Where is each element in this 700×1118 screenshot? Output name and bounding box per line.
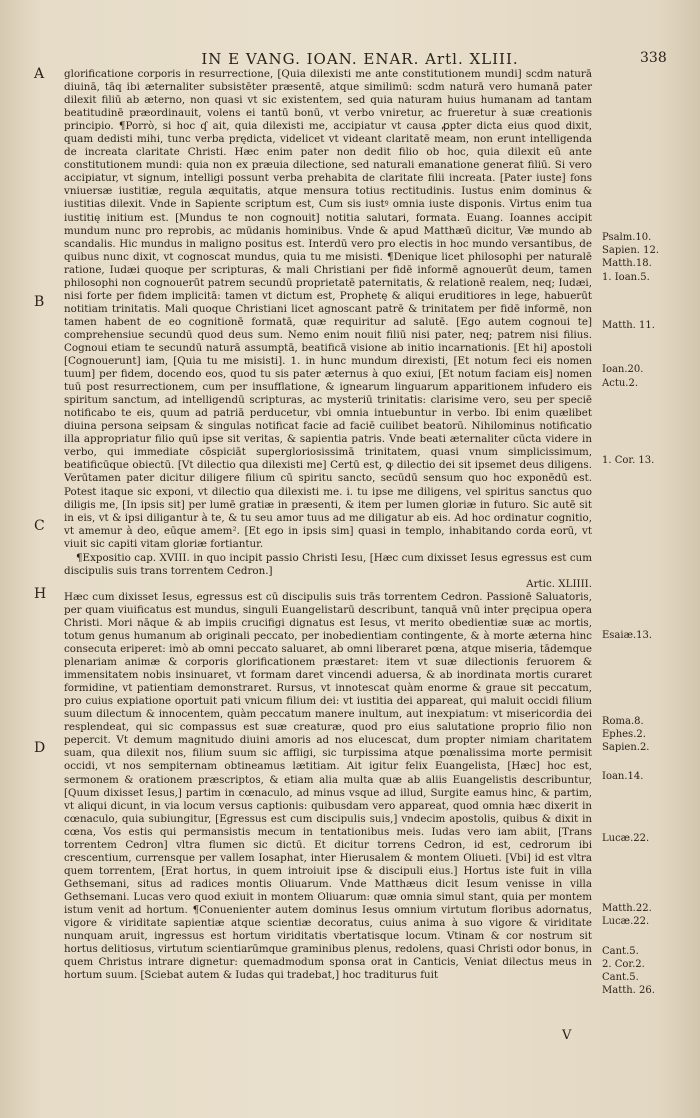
margin-letter: H (34, 586, 47, 602)
margin-reference: Esaiæ.13. (602, 630, 653, 641)
margin-reference: Lucæ.22. (602, 833, 650, 844)
margin-reference: Sapien. 12. (602, 245, 660, 256)
margin-letter: B (34, 294, 45, 310)
margin-reference: Cant.5. (602, 972, 639, 983)
margin-reference: Matth.18. (602, 258, 652, 269)
margin-reference: Ioan.20. (602, 364, 644, 375)
margin-reference: Matth. 26. (602, 985, 655, 996)
margin-letter: A (34, 66, 45, 82)
margin-reference: Lucæ.22. (602, 916, 650, 927)
margin-reference: Psalm.10. (602, 232, 652, 243)
margin-reference: Matth. 11. (602, 320, 655, 331)
margin-reference: 2. Cor.2. (602, 959, 645, 970)
article-number: Artic. XLIIII. (526, 577, 592, 590)
catchword: V (562, 1028, 572, 1043)
commentary-paragraph: glorificatione corporis in resurrectione, [Quia dilexisti me ante constitutionem mundi] scdm naturā diuinā, tāq ibi æternaliter subsistēter præsentē, atque similimū: scdm naturā vero humanā pater dilexit filiū ab æterno, non quasi vt sic existentem, sed quia naturam huius humanam ad tantam beatitudinē præordinauit, volens ei tantū bonū, vt verbo vniretur, ac frueretur à suæ creationis principio. ¶Porrò, si hoc ʠ ait, quia dilexisti me, accipiatur vt causa ꝓpter dicta eius quod dixit, quam dedisti mihi, tunc verba prędicta, videlicet vt videant claritatē meam, non erunt intelligenda de increata claritate Christi. Hæc enim pater non dedit filio ob hoc, quia dilexit eū ante constitutionem mundi: quia non ex præuia dilectione, sed naturali emanatione generat filiū. Si vero accipiatur, vt signum, intelligi possunt verba prehabita de claritate filii increata. [Pater iuste] fons vniuersæ iustitiæ, regula æquitatis, atque mensura totius rectitudinis. Iustus enim dominus & iustitias dilexit. Vnde in Sapiente scriptum est, Cum sis iustꝰ omnia iuste disponis. Virtus enim tua iustitię initium est. [Mundus te non cognouit] notitia salutari, formata. Euang. Ioannes accipit mundum nunc pro reprobis, ac mūdanis hominibus. Vnde & apud Matthæū dicitur, Væ mundo ab scandalis. Hic mundus in maligno positus est. Interdū vero pro electis in hoc mundo versantibus, de quibus nunc dixit, vt cognoscat mundus, quia tu me misisti. ¶Denique licet philosophi per naturalē ratione, Iudæi quoque per scripturas, & mali Christiani per fidē informē agnouerūt deum, tamen philosophi non cognouerūt patrem secundū proprietatē paternitatis, & relationē realem, neq; Iudæi, nisi forte per fidem implicitā: tamen vt dictum est, Prophetę & aliqui eruditiores in lege, habuerūt notitiam trinitatis. Mali quoque Christiani licet agnoscant patrē & trinitatem per fidē informē, non tamen habent de eo cognitionē formatā, quæ requiritur ad salutē. [Ego autem cognoui te] comprehensiue secundū quod deus sum. Nemo enim nouit filiū nisi pater, neq; patrem nisi filius. Cognoui etiam te secundū naturā assumptā, beatificā visione ab initio incarnationis. [Et hi] apostoli [Cognouerunt] iam, [Quia tu me misisti]. 1. in hunc mundum direxisti, [Et notum feci eis nomen tuum] per fidem, docendo eos, quod tu sis pater æternus à quo exiui, [Et notum faciam eis] nomen tuū post resurrectionem, cum per insufflatione, & ignearum linguarum apparitionem infudero eis spiritum sanctum, ad intelligendū scripturas, ac mysteriū trinitatis: clarisime vero, seu per speciē notificabo te eis, quum ad patriā perducetur, vbi omnia intuebuntur in verbo. Ibi enim quælibet diuina persona seipsam & singulas notificat facie ad faciē cuilibet beatorū. Nihilominus notificatio illa appropriatur filio quū ipse sit veritas, & sapientia patris. Vnde beati æternaliter cūcta videre in verbo, qui immediate cōspiciāt supergloriosissimā trinitatem, quasi vnum simplicissimum, beatificūque obiectū. [Vt dilectio qua dilexisti me] Certū est, ꝙ dilectio dei sit ipsemet deus diligens. Verūtamen pater dicitur diligere filium cū spiritu sancto, secūdū sensum quo hoc exponēdū est. Potest itaque sic exponi, vt dilectio qua dilexisti me. i. tu ipse me diligens, vel spiritus sanctus quo diligis me, [In ipsis sit] per lumē gratiæ in præsenti, & item per lumen gloriæ in futuro. Sic autē sit in eis, vt & ipsi diligantur à te, & tu seu amor tuus ad me diligatur ab eis. Ad hoc ordinatur cognitio, vt amemur à deo, eūque amem². [Et ego in ipsis sim] quasi in templo, inhabitando corda eorū, vt viuit sic capiti vitam gloriæ fortiantur. (64, 68, 592, 550)
margin-reference: Ephes.2. (602, 729, 646, 740)
margin-reference: 1. Cor. 13. (602, 455, 655, 466)
margin-reference: Cant.5. (602, 946, 639, 957)
margin-letter: C (34, 518, 45, 534)
commentary-paragraph: Hæc cum dixisset Iesus, egressus est cū discipulis suis trās torrentem Cedron. Passionē Saluatoris, per quam viuificatus est mundus, singuli Euangelistarū describunt, tanquā vnū inter pręcipua opera Christi. Mori nāque & ab impiis crucifigi dignatus est Iesus, vt merito obedientiæ suæ ac mortis, totum genus humanum ab originali peccato, per inobedientiam contingente, & à morte æterna hinc consecuta eriperet: imò ab omni peccato saluaret, ab omni liberaret pœna, atque miseria, tādemque plenariam animæ & corporis glorificationem præstaret: item vt suæ dilectionis feruorem & immensitatem nobis insinuaret, vt formam daret vincendi aduersa, & ab inordinata mortis curaret formidine, vt patientiam demonstraret. Rursus, vt innotescat quàm enorme & graue sit peccatum, pro cuius expiatione oportuit pati vnicum filium dei: vt iustitia dei appareat, qui maluit occidi filium suum dilectum & innocentem, quàm peccatum manere inultum, aut inexpiatum: vt misericordia dei resplendeat, qui sic compassus est suæ creaturæ, quod pro eius salutatione proprio filio non pepercit. Vt demum magnitudo diuini amoris ad nos elucescat, dum propter nimiam charitatem suam, qua dilexit nos, filium suum sic affligi, sic turpissima atque pœnalissima morte permisit occidi, vt nos sempiternam obtineamus lætitiam. Ait igitur felix Euangelista, [Hæc] hoc est, sermonem & orationem præscriptos, & etiam alia multa quæ ab aliis Euangelistis describuntur, [Quum dixisset Iesus,] partim in cœnaculo, ad minus vsque ad illud, Surgite eamus hinc, & partim, vt aliqui dicunt, in via locum versus captionis: quibusdam vero appareat, quod omnia hæc dixerit in cœnaculo, quia subiungitur, [Egressus est cum discipulis suis,] vndecim apostolis, quibus & dixit in cœna, Vos estis qui permansistis mecum in tentationibus meis. Iudas vero iam abiit, [Trans torrentem Cedron] vltra flumen sic dictū. Et dicitur torrens Cedron, id est, cedrorum ibi crescentium, currensque per vallem Iosaphat, inter Hierusalem & montem Oliueti. [Vbi] id est vltra quem torrentem, [Erat hortus, in quem introiuit ipse & discipuli eius.] Hortus iste fuit in villa Gethsemani, situs ad radices montis Oliuarum. Vnde Matthæus dicit Iesum venisse in villa Gethsemani. Lucas vero quod exiuit in montem Oliuarum: quæ omnia simul stant, quia per montem istum venit ad hortum. ¶Conuenienter autem dominus Iesus omnium virtutum floribus adornatus, vigore & viriditate sapientiæ atque scientiæ decoratus, cuius anima à suo vigore & viriditate nunquam aruit, ingressus est hortum viriditatis vbertatisque locum. Vtinam & cor nostrum sit hortus delitiosus, virtutum scientiarūmque graminibus plenus, redolens, quasi Christi odor bonus, in quem Christus intrare dignetur: quemadmodum sponsa orat in Canticis, Veniat dilectus meus in hortum suum. [Sciebat autem & Iudas qui tradebat,] hoc traditurus fuit (64, 590, 592, 982)
margin-reference: Sapien.2. (602, 742, 650, 753)
margin-reference: 1. Ioan.5. (602, 272, 650, 283)
margin-letter: D (34, 740, 46, 756)
margin-reference: Matth.22. (602, 903, 652, 914)
margin-reference: Ioan.14. (602, 771, 644, 782)
running-title: IN E VANG. IOAN. ENAR. Artl. XLIII. (201, 50, 519, 68)
margin-reference: Roma.8. (602, 716, 644, 727)
chapter-heading: ¶Expositio cap. XVIII. in quo incipit passio Christi Iesu, [Hæc cum dixisset Iesus egressus est cum discipulis suis trans torrentem Cedron.] (64, 551, 592, 577)
margin-reference: Actu.2. (602, 378, 639, 389)
folio-number: 338 (640, 50, 667, 66)
text-column (64, 68, 592, 982)
